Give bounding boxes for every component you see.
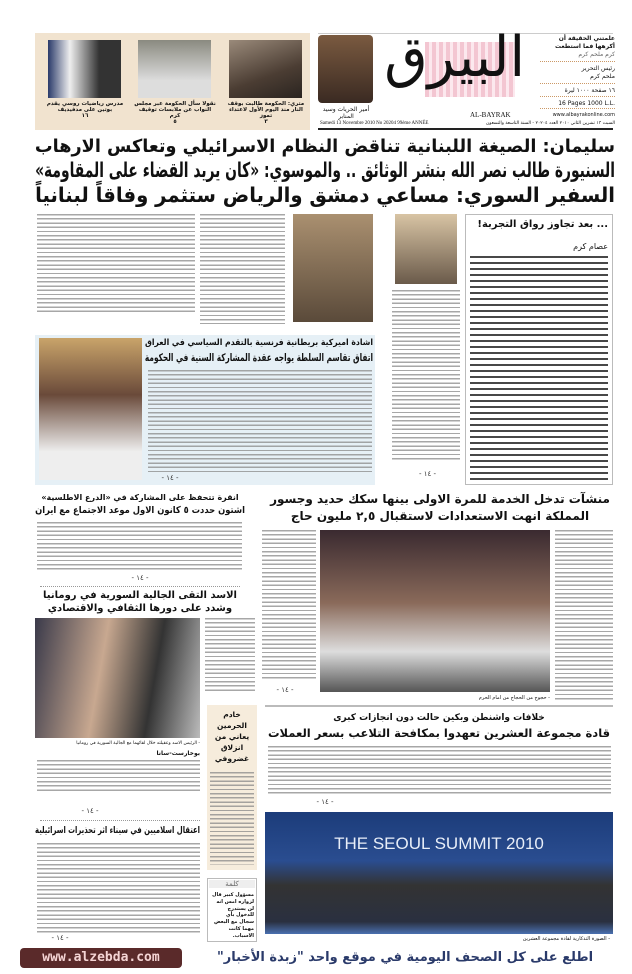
seoul-caption: - الصورة التذكارية لقادة مجموعة العشرين — [522, 936, 610, 942]
sinai-title[interactable]: اعتقال اسلاميين في سيناء اثر تحذيرات اسرائيلية — [35, 825, 200, 836]
headline-1[interactable]: سليمان: الصيغة اللبنانية تناقض النظام الاسرائيلي وتعاكس الارهاب — [34, 136, 615, 157]
divider — [40, 586, 240, 587]
divider — [40, 820, 200, 821]
divider — [265, 705, 613, 707]
logo: البيرق — [384, 25, 525, 90]
iraq-body — [148, 370, 372, 472]
g20-kicker: خلافات واشنطن وبكين حالت دون انجازات كبرى — [333, 713, 545, 723]
masthead-right — [540, 35, 615, 118]
banner-text[interactable]: اطلع على كل الصحف اليومية في موقع واحد "زبدة الأخبار" — [216, 950, 594, 965]
founder-caption: أمير الحريات وسيد المنابر — [322, 106, 370, 120]
iran-body — [37, 522, 242, 572]
assad-caption: - الرئيس الاسد وعقيلته خلال لقائهما مع الجالية السورية في رومانيا — [76, 741, 200, 746]
seoul-photo-text: THE SEOUL SUMMIT 2010 — [334, 834, 544, 853]
assad-body — [37, 760, 200, 793]
website[interactable]: www.albayrakonline.com — [552, 111, 615, 118]
headline-3[interactable]: السفير السوري: مساعي دمشق والرياض ستثمر وفاقاً لبنانياً — [35, 183, 615, 207]
hajj-title[interactable]: منشآت تدخل الخدمة للمرة الاولى بينها سكك حديد وجسور — [270, 492, 610, 506]
lead-photo — [293, 214, 373, 322]
banner-url[interactable]: www.alzebda.com — [20, 948, 182, 968]
teaser-3[interactable] — [44, 101, 126, 119]
kalima-body: مسؤول كبير قال لزواره امس انه لن يستدرج للدخول بأي سجال مع البعض مهما كانت الاسباب. — [212, 892, 254, 939]
sinai-body — [37, 843, 200, 933]
teaser-2[interactable] — [134, 101, 216, 125]
iraq-end: - ١٤ - — [161, 474, 179, 482]
hajj-caption: - حجوج من الحجاج من امام الحرم — [478, 695, 550, 701]
teaser-1[interactable] — [225, 101, 307, 125]
teaser-photo-2[interactable] — [138, 40, 211, 98]
teaser-caption: مدرس رياضيات روسي يقدم بوتين على مدفيديف — [46, 101, 124, 113]
g20-title[interactable]: قادة مجموعة العشرين تعهدوا بمكافحة التلاعب بسعر العملات — [267, 726, 611, 740]
lead-body-1 — [200, 214, 285, 324]
editorial-end: - ١٤ - — [405, 470, 450, 478]
hajj-body-left — [262, 530, 316, 680]
editorial-author-photo — [395, 214, 457, 284]
assad-body-right — [205, 618, 255, 693]
quote-author: كرم ملحم كرم — [540, 51, 615, 62]
hajj-subtitle[interactable]: المملكة انهت الاستعدادات لاستقبال ٢,٥ مليون حاج — [290, 509, 590, 523]
editorial-title[interactable]: ... بعد تجاوز رواق التجربة! — [477, 219, 608, 230]
iran-end: - ١٤ - — [120, 574, 160, 582]
teaser-caption: نقولا سأل الحكومة عبر مجلس النواب عن ملابسات توقيف كرم — [134, 101, 216, 119]
kalima-title: كلمة — [209, 880, 255, 888]
teaser-photo-3[interactable] — [48, 40, 121, 98]
teaser-page: ٣ — [264, 119, 268, 125]
iran-kicker: انقرة تتحفظ على المشاركة في «الدرع الاطلسية» — [41, 493, 239, 502]
price-en: 16 Pages 1000 L.L. — [540, 100, 615, 109]
lead-body-2 — [37, 214, 195, 312]
assad-photo — [35, 618, 200, 738]
date-line-ar: السبت ١٣ تشرين الثاني ٢٠١٠ العدد ٢٠٢٠٤ - السنة التاسعة والتسعون — [486, 121, 615, 126]
logo-latin: AL-BAYRAK — [470, 111, 511, 119]
iran-title[interactable]: اشتون حددت ٥ كانون الاول موعد الاجتماع مع ايران — [35, 505, 245, 516]
editor-label: رئيس التحرير — [581, 65, 615, 73]
founder-photo — [318, 35, 373, 103]
editor-name: ملحم كرم — [540, 73, 615, 84]
g20-body — [268, 746, 611, 795]
quote: علمتني الحقيقة أن أكرهها فما استطعت — [554, 35, 615, 51]
date-line-fr: Samedi 13 Novembre 2010 No 20204 99ème ANNÉE — [320, 121, 429, 126]
editorial-author: عصام كرم — [573, 242, 608, 251]
hajj-end: - ١٤ - — [265, 686, 305, 694]
teaser-caption: متري: الحكومة طالبت بوقف النار منذ اليوم الأول لاعتداء تموز — [227, 101, 305, 119]
iraq-kicker: اشادة اميركية بريطانية فرنسية بالتقدم السياسي في العراق — [144, 338, 373, 348]
editorial-body-left — [392, 290, 460, 462]
assad-section: بوخارست-سانا — [156, 750, 200, 757]
assad-end: - ١٤ - — [70, 807, 110, 815]
iraq-photo — [39, 338, 142, 480]
g20-end: - ١٤ - — [305, 798, 345, 806]
hajj-body-right — [555, 530, 613, 700]
seoul-photo — [265, 812, 613, 934]
king-title[interactable]: خادم الحرمين يعاني من انزلاق غضروفي — [214, 710, 250, 763]
teaser-photo-1[interactable] — [229, 40, 302, 98]
editorial-body — [470, 256, 608, 480]
teaser-page: ١٦ — [81, 113, 89, 119]
price-ar: ١٦ صفحة ١٠٠٠ ليرة — [540, 87, 615, 96]
assad-title-2[interactable]: وشدد على دورها الثقافي والاقتصادي — [47, 603, 233, 614]
headline-2[interactable]: السنيورة طالب نصر الله بنشر الوثائق .. والموسوي: «كان يريد القضاء على المقاومة» — [35, 158, 615, 182]
teaser-page: ٥ — [173, 119, 177, 125]
sinai-end: - ١٤ - — [40, 934, 80, 942]
iraq-title[interactable]: اتفاق تقاسم السلطة يواجه عقدة المشاركة السنية في الحكومة — [144, 352, 373, 364]
hajj-photo — [320, 530, 550, 692]
king-body — [210, 772, 254, 865]
assad-title-1[interactable]: الاسد التقى الجالية السورية في رومانيا — [43, 590, 237, 601]
